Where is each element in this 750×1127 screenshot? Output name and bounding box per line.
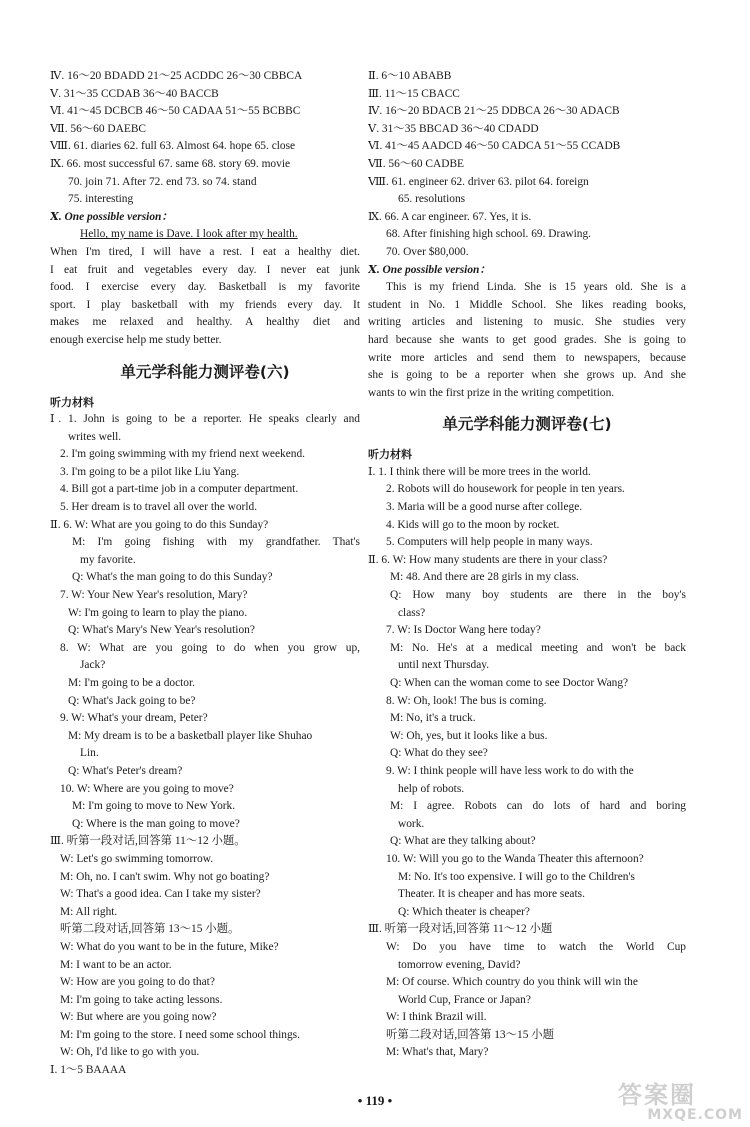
text-line: 10. W: Will you go to the Wanda Theater this afternoon? [386, 852, 644, 865]
text-line: 68. After finishing high school. 69. Drawing. [386, 228, 592, 241]
text-line: Ⅶ. 56～60 DAEBC [50, 122, 147, 135]
text-line: M: I'm going to the store. I need some school things. [60, 1028, 300, 1041]
text-line: Ⅷ. 61. engineer 62. driver 63. pilot 64. foreign [368, 175, 589, 188]
watermark-url: MXQE.COM [647, 1107, 743, 1123]
text-line: Ⅸ. 66. most successful 67. same 68. story 69. movie [50, 157, 291, 170]
text-line: W: That's a good idea. Can I take my sister? [60, 888, 261, 901]
text-line: help of robots. [398, 782, 465, 795]
text-line: Ⅹ. One possible version： [368, 263, 491, 276]
text-line: writes well. [68, 430, 122, 443]
text-line: Ⅱ. 6. W: How many students are there in your class? [368, 553, 608, 566]
text-line: she is going to be a reporter when she grows up. And she [368, 369, 686, 382]
text-line: hard because she wants to get good grades. She is going to [368, 333, 686, 346]
text-line: 3. I'm going to be a pilot like Liu Yang. [60, 465, 240, 478]
text-line: Ⅳ. 16～20 BDADD 21～25 ACDDC 26～30 CBBCA [50, 70, 303, 82]
text-line: M: No. It's too expensive. I will go to the Children's [398, 870, 635, 883]
text-line: M: Of course. Which country do you think will win the [386, 976, 638, 989]
text-line: Ⅲ. 听第一段对话,回答第 11～12 小题 [368, 923, 553, 936]
text-line: Q: Which theater is cheaper? [398, 905, 530, 918]
text-line: my favorite. [80, 553, 136, 566]
text-line: work. [398, 817, 425, 830]
text-line: W: I think Brazil will. [386, 1011, 487, 1024]
text-line: M: I agree. Robots can do lots of hard and boring [390, 800, 686, 813]
text-line: Ⅵ. 41～45 DCBCB 46～50 CADAA 51～55 BCBBC [50, 105, 301, 118]
text-line: Q: What are they talking about? [390, 835, 536, 848]
text-line: write more articles and send them to newspapers, because [368, 351, 686, 364]
text-line: 2. I'm going swimming with my friend next weekend. [60, 448, 306, 461]
text-line: 8. W: What are you going to do when you grow up, [60, 641, 360, 654]
text-line: 5. Computers will help people in many ways. [386, 536, 593, 549]
text-line: Q: What's Jack going to be? [68, 694, 196, 707]
text-line: This is my friend Linda. She is 15 years old. She is a [386, 281, 686, 294]
text-line: W: How are you going to do that? [60, 976, 215, 989]
text-line: Ⅴ. 31～35 CCDAB 36～40 BACCB [50, 87, 219, 100]
text-line: Ⅲ. 11～15 CBACC [368, 87, 460, 100]
text-line: 70. join 71. After 72. end 73. so 74. stand [68, 175, 257, 188]
text-line: wants to win the first prize in the writing competition. [368, 386, 615, 399]
text-line: Q: What do they see? [390, 747, 488, 760]
text-line: 4. Kids will go to the moon by rocket. [386, 518, 560, 531]
text-line: M: 48. And there are 28 girls in my class. [390, 571, 579, 584]
text-line: makes me relaxed and healthy. A healthy diet and [50, 316, 360, 329]
text-line: W: Oh, yes, but it looks like a bus. [390, 729, 548, 742]
text-line: Ⅷ. 61. diaries 62. full 63. Almost 64. hope 65. close [50, 140, 296, 153]
text-line: I eat fruit and vegetables every day. I never eat junk [50, 263, 360, 276]
text-line: Q: What's Peter's dream? [68, 764, 183, 777]
left-column [50, 68, 360, 1080]
text-line: W: Oh, I'd like to go with you. [60, 1046, 200, 1059]
text-line: M: I'm going to move to New York. [72, 800, 236, 813]
text-line: M: What's that, Mary? [386, 1046, 489, 1059]
text-line: 听第二段对话,回答第 13～15 小题 [386, 1028, 555, 1041]
text-line: 听力材料 [368, 448, 412, 462]
text-line: W: But where are you going now? [60, 1011, 217, 1024]
watermark-text: 答案圈 [618, 1081, 696, 1109]
text-line: M: I'm going fishing with my grandfather. That's [72, 536, 360, 549]
text-line: Q: When can the woman come to see Doctor Wang? [390, 677, 629, 689]
text-line: M: I'm going to take acting lessons. [60, 993, 223, 1006]
text-line: 3. Maria will be a good nurse after college. [386, 501, 583, 514]
text-line: W: What do you want to be in the future, Mike? [60, 940, 279, 953]
text-line: 4. Bill got a part-time job in a computer department. [60, 483, 299, 496]
text-line: W: I'm going to learn to play the piano. [68, 606, 248, 619]
text-line: Q: How many boy students are there in the boy's [390, 589, 686, 602]
text-line: W: Let's go swimming tomorrow. [60, 852, 214, 865]
text-line: 8. W: Oh, look! The bus is coming. [386, 694, 547, 707]
text-line: Ⅴ. 31～35 BBCAD 36～40 CDADD [368, 122, 539, 135]
text-line: M: No, it's a truck. [390, 712, 476, 725]
watermark-logo [618, 1082, 743, 1124]
text-line: student in No. 1 Middle School. She likes reading books, [368, 298, 686, 311]
text-line: When I'm tired, I will have a rest. I eat a healthy diet. [50, 245, 360, 258]
text-line: M: Oh, no. I can't swim. Why not go boating? [60, 870, 270, 883]
text-line: M: My dream is to be a basketball player like Shuhao [68, 729, 313, 742]
text-line: class? [398, 606, 426, 619]
text-line: Ⅳ. 16～20 BDACB 21～25 DDBCA 26～30 ADACB [368, 105, 620, 118]
text-line: Ⅸ. 66. A car engineer. 67. Yes, it is. [368, 210, 532, 223]
text-line: Hello, my name is Dave. I look after my health. [80, 228, 298, 241]
page-number: • 119 • [357, 1093, 393, 1108]
text-line: 听力材料 [50, 395, 94, 409]
text-line: tomorrow evening, David? [398, 958, 521, 971]
text-line: 9. W: I think people will have less work to do with the [386, 764, 634, 777]
text-line: Ⅶ. 56～60 CADBE [368, 157, 465, 170]
text-line: until next Thursday. [398, 659, 490, 672]
text-line: Theater. It is cheaper and has more seats. [398, 888, 585, 901]
text-line: Ⅰ. 1. I think there will be more trees in the world. [368, 465, 591, 478]
text-line: food. I exercise every day. Basketball is my favorite [50, 281, 360, 294]
text-line: Ⅱ. 6～10 ABABB [368, 70, 452, 82]
text-line: 10. W: Where are you going to move? [60, 782, 234, 795]
text-line: 听第二段对话,回答第 13～15 小题。 [60, 923, 240, 936]
text-line: 7. W: Your New Year's resolution, Mary? [60, 589, 248, 602]
text-line: M: All right. [60, 905, 118, 918]
text-line: Ⅰ. 1. John is going to be a reporter. He speaks clearly and [50, 413, 360, 426]
text-line: Q: What's the man going to do this Sunday? [72, 571, 273, 584]
text-line: 5. Her dream is to travel all over the world. [60, 501, 258, 514]
section-heading: 单元学科能力测评卷(七) [442, 415, 612, 434]
text-line: Jack? [80, 659, 106, 672]
text-line: 9. W: What's your dream, Peter? [60, 712, 208, 725]
text-line: M: I want to be an actor. [60, 958, 172, 971]
text-line: Ⅵ. 41～45 AADCD 46～50 CADCA 51～55 CCADB [368, 140, 621, 153]
text-line: sport. I play basketball with my friends every day. It [50, 298, 360, 311]
text-line: Q: Where is the man going to move? [72, 817, 240, 830]
text-line: Ⅲ. 听第一段对话,回答第 11～12 小题。 [50, 835, 246, 848]
right-column [368, 68, 686, 1062]
section-heading: 单元学科能力测评卷(六) [120, 362, 290, 381]
text-line: 7. W: Is Doctor Wang here today? [386, 624, 541, 637]
text-line: 75. interesting [68, 193, 134, 206]
text-line: writing articles and listening to music. She studies very [368, 316, 686, 329]
text-line: W: Do you have time to watch the World Cup [386, 940, 686, 953]
text-line: M: I'm going to be a doctor. [68, 677, 196, 689]
text-line: Q: What's Mary's New Year's resolution? [68, 624, 255, 637]
text-line: enough exercise help me study better. [50, 333, 222, 346]
text-line: 2. Robots will do housework for people in ten years. [386, 483, 625, 496]
text-line: Ⅱ. 6. W: What are you going to do this Sunday? [50, 518, 269, 531]
text-line: 70. Over $80,000. [386, 245, 469, 258]
text-line: Ⅹ. One possible version： [50, 210, 173, 223]
text-line: Lin. [80, 747, 99, 760]
text-line: Ⅰ. 1～5 BAAAA [50, 1064, 127, 1077]
text-line: M: No. He's at a medical meeting and won't be back [390, 641, 686, 654]
text-line: 65. resolutions [398, 193, 466, 206]
text-line: World Cup, France or Japan? [398, 993, 531, 1006]
